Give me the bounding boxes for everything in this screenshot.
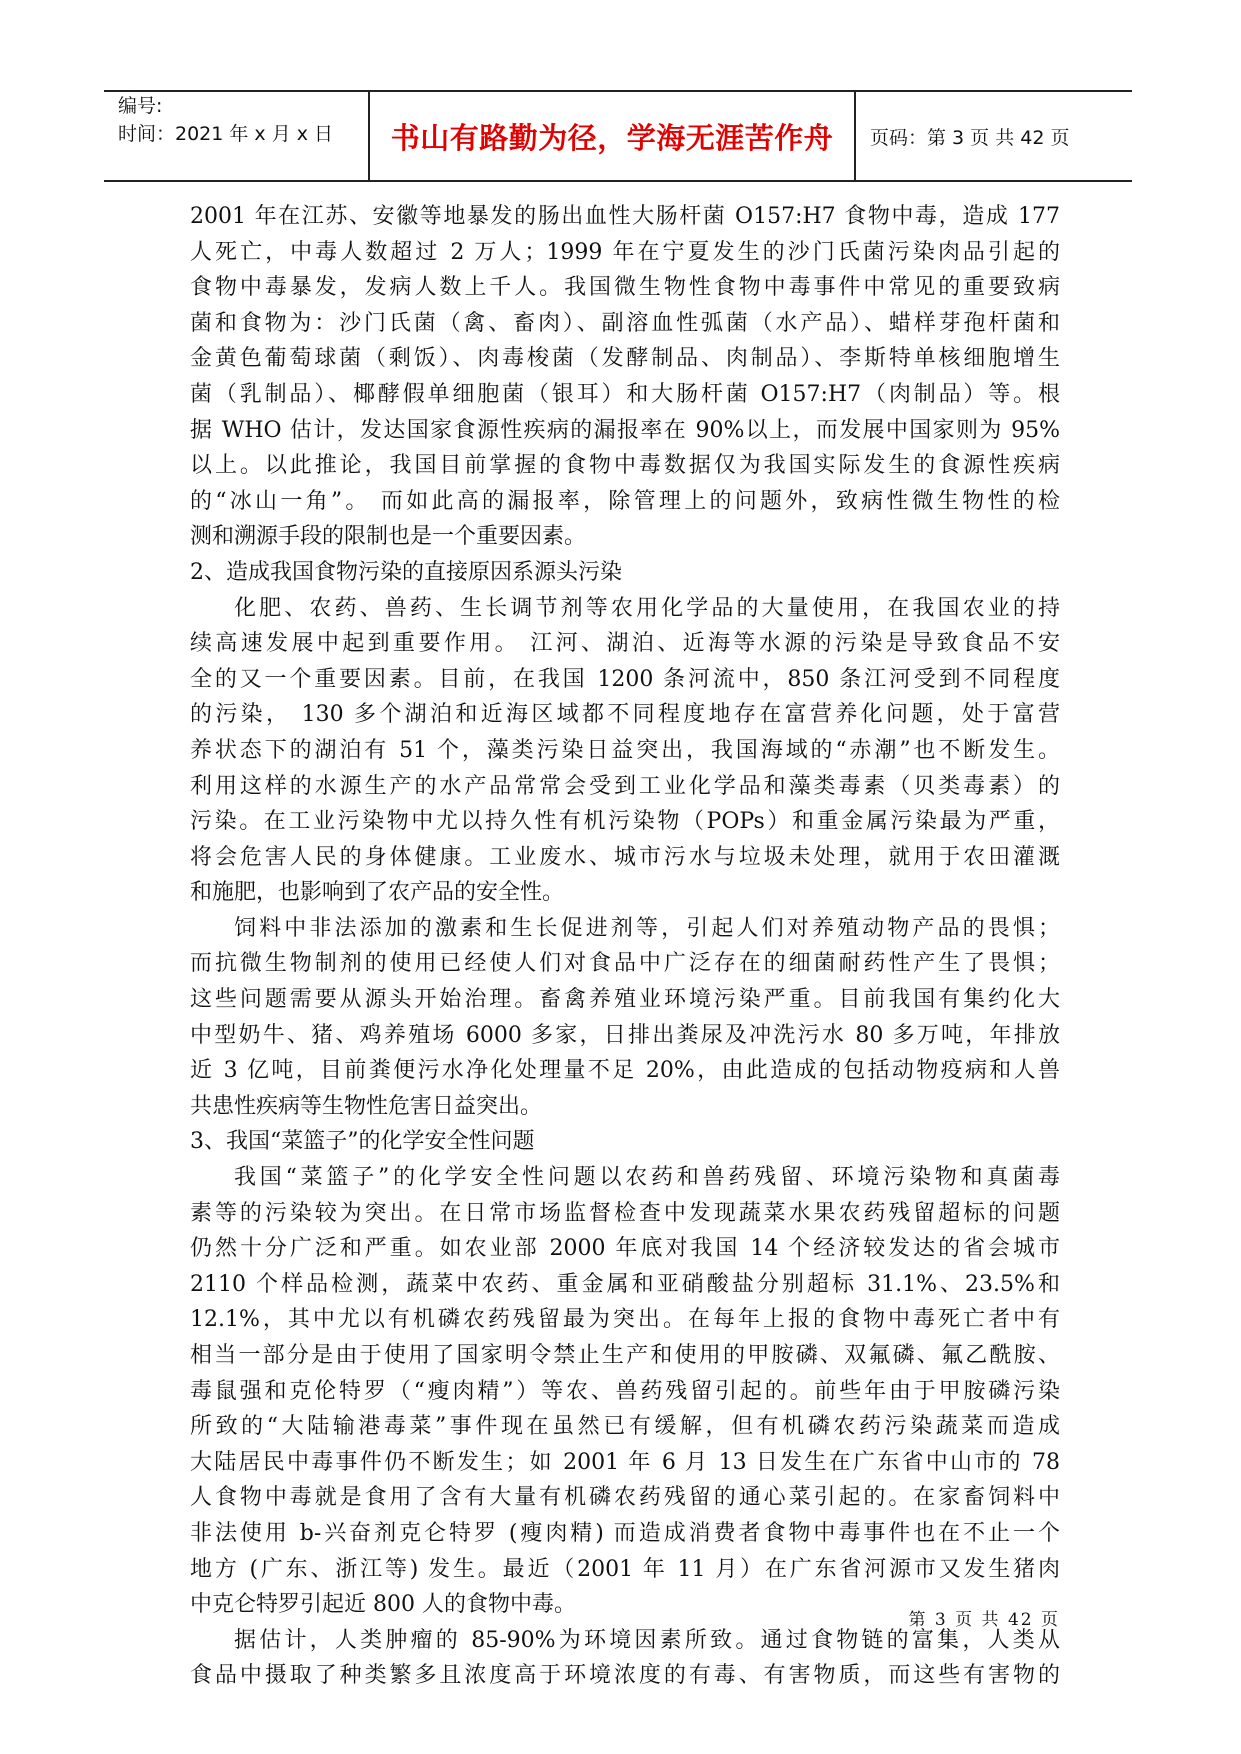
- body-line: 以上。以此推论，我国目前掌握的食物中毒数据仅为我国实际发生的食源性疾病: [190, 453, 1060, 479]
- body-line: 所致的“大陆输港毒菜”事件现在虽然已有缓解，但有机磷农药污染蔬菜而造成: [190, 1414, 1060, 1440]
- header-meta-cell: [104, 92, 368, 180]
- body-line: 菌和食物为：沙门氏菌（禽、畜肉）、副溶血性弧菌（水产品）、蜡样芽孢杆菌和: [190, 310, 1060, 336]
- body-line: 我国“菜篮子”的化学安全性问题以农药和兽药残留、环境污染物和真菌毒: [234, 1165, 1060, 1191]
- body-line: 的污染， 130 多个湖泊和近海区域都不同程度地存在富营养化问题，处于富营: [190, 702, 1060, 728]
- body-line: 养状态下的湖泊有 51 个，藻类污染日益突出，我国海域的“赤潮”也不断发生。: [190, 737, 1060, 763]
- body-line: 仍然十分广泛和严重。如农业部 2000 年底对我国 14 个经济较发达的省会城市: [190, 1236, 1060, 1262]
- body-line: 饲料中非法添加的激素和生长促进剂等，引起人们对养殖动物产品的畏惧；: [234, 915, 1060, 941]
- body-line: 续高速发展中起到重要作用。 江河、湖泊、近海等水源的污染是导致食品不安: [190, 631, 1060, 657]
- body-line: 人食物中毒就是食用了含有大量有机磷农药残留的通心菜引起的。在家畜饲料中: [190, 1485, 1060, 1511]
- body-line: 相当一部分是由于使用了国家明令禁止生产和使用的甲胺磷、双氟磷、氟乙酰胺、: [190, 1343, 1060, 1368]
- header-motto-cell: [368, 92, 856, 180]
- body-line: 人死亡，中毒人数超过 2 万人；1999 年在宁夏发生的沙门氏菌污染肉品引起的: [190, 239, 1060, 265]
- body-line: 2001 年在江苏、安徽等地暴发的肠出血性大肠杆菌 O157:H7 食物中毒，造成 177: [190, 204, 1060, 229]
- body-line: 中型奶牛、猪、鸡养殖场 6000 多家，日排出粪尿及冲洗污水 80 多万吨，年排放: [190, 1022, 1060, 1048]
- body-line: 素等的污染较为突出。在日常市场监督检查中发现蔬菜水果农药残留超标的问题: [190, 1200, 1060, 1226]
- body-line: 和施肥，也影响到了农产品的安全性。: [190, 880, 565, 906]
- document-time-label: 时间：2021 年 x 月 x 日: [118, 123, 334, 145]
- body-line: 测和溯源手段的限制也是一个重要因素。: [190, 524, 587, 550]
- body-line: 将会危害人民的身体健康。工业废水、城市污水与垃圾未处理，就用于农田灌溉: [190, 844, 1060, 870]
- body-line: 近 3 亿吨，目前粪便污水净化处理量不足 20%，由此造成的包括动物疫病和人兽: [190, 1058, 1060, 1084]
- document-header: [104, 90, 1132, 182]
- body-line: 菌（乳制品）、椰酵假单细胞菌（银耳）和大肠杆菌 O157:H7（肉制品）等。根: [190, 381, 1060, 407]
- body-line: 共患性疾病等生物性危害日益突出。: [190, 1093, 543, 1119]
- body-line: 金黄色葡萄球菌（剩饭）、肉毒梭菌（发酵制品、肉制品）、李斯特单核细胞增生: [190, 346, 1060, 372]
- section-heading: 2、造成我国食物污染的直接原因系源头污染: [190, 559, 622, 585]
- body-line: 的“冰山一角”。 而如此高的漏报率，除管理上的问题外，致病性微生物性的检: [190, 488, 1060, 514]
- body-line: 污染。在工业污染物中尤以持久性有机污染物（POPs）和重金属污染最为严重，: [190, 809, 1060, 835]
- page-footer: 第 3 页 共 42 页: [908, 1610, 1060, 1630]
- body-line: 据 WHO 估计，发达国家食源性疾病的漏报率在 90%以上，而发展中国家则为 95%: [190, 417, 1060, 443]
- body-line: 据估计，人类肿瘤的 85-90%为环境因素所致。通过食物链的富集，人类从: [234, 1627, 1060, 1653]
- document-number-label: 编号:: [118, 95, 163, 117]
- body-line: 这些问题需要从源头开始治理。畜禽养殖业环境污染严重。目前我国有集约化大: [190, 987, 1060, 1013]
- body-line: 全的又一个重要因素。目前，在我国 1200 条河流中，850 条江河受到不同程度: [190, 666, 1060, 692]
- header-page-cell: [856, 92, 1132, 180]
- body-line: 而抗微生物制剂的使用已经使人们对食品中广泛存在的细菌耐药性产生了畏惧；: [190, 951, 1060, 977]
- body-line: 12.1%，其中尤以有机磷农药残留最为突出。在每年上报的食物中毒死亡者中有: [190, 1307, 1060, 1333]
- body-line: 大陆居民中毒事件仍不断发生；如 2001 年 6 月 13 日发生在广东省中山市的 78: [190, 1449, 1060, 1475]
- body-line: 中克仑特罗引起近 800 人的食物中毒。: [190, 1592, 576, 1618]
- document-body: [190, 199, 1060, 1694]
- body-line: 非法使用 b-兴奋剂克仑特罗 (瘦肉精) 而造成消费者食物中毒事件也在不止一个: [190, 1520, 1060, 1546]
- body-line: 毒鼠强和克伦特罗（“瘦肉精”）等农、兽药残留引起的。前些年由于甲胺磷污染: [190, 1378, 1060, 1404]
- body-line: 2110 个样品检测，蔬菜中农药、重金属和亚硝酸盐分别超标 31.1%、23.5%和: [190, 1271, 1060, 1297]
- body-line: 食物中毒暴发，发病人数上千人。我国微生物性食物中毒事件中常见的重要致病: [190, 275, 1060, 301]
- body-line: 食品中摄取了种类繁多且浓度高于环境浓度的有毒、有害物质，而这些有害物的: [190, 1663, 1060, 1689]
- header-page-info: 页码：第 3 页 共 42 页: [870, 126, 1070, 149]
- body-line: 利用这样的水源生产的水产品常常会受到工业化学品和藻类毒素（贝类毒素）的: [190, 773, 1060, 799]
- section-heading: 3、我国“菜篮子”的化学安全性问题: [190, 1129, 535, 1155]
- header-motto: 书山有路勤为径，学海无涯苦作舟: [390, 120, 834, 155]
- body-line: 地方 (广东、浙江等) 发生。最近（2001 年 11 月）在广东省河源市又发生猪肉: [190, 1556, 1060, 1582]
- body-line: 化肥、农药、兽药、生长调节剂等农用化学品的大量使用，在我国农业的持: [234, 595, 1060, 621]
